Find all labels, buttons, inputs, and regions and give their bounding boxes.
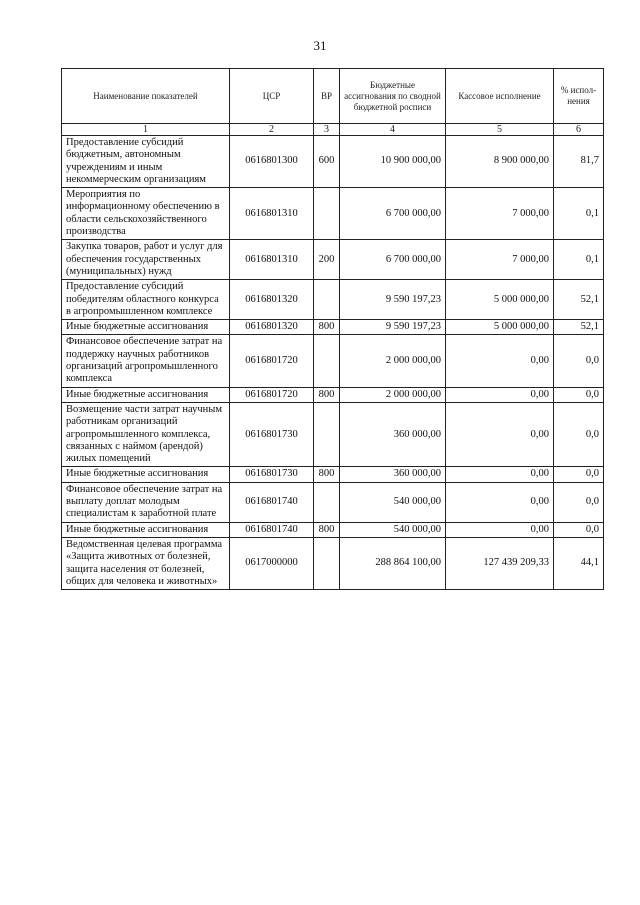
row-csr: 0616801310 — [230, 240, 314, 280]
col-number: 4 — [340, 124, 446, 136]
row-budget: 540 000,00 — [340, 522, 446, 537]
row-cash: 5 000 000,00 — [446, 280, 554, 320]
row-name: Финансовое обеспечение затрат на поддержку научных работников организаций агропромышленного комплекса — [62, 335, 230, 387]
row-cash: 5 000 000,00 — [446, 320, 554, 335]
row-vr: 800 — [314, 522, 340, 537]
row-percent: 0,1 — [554, 240, 604, 280]
row-csr: 0616801310 — [230, 188, 314, 240]
row-name: Предоставление субсидий бюджетным, автономным учреждениям и иным некоммерческим организациям — [62, 136, 230, 188]
row-cash: 0,00 — [446, 402, 554, 466]
col-header-cash: Кассовое исполнение — [446, 69, 554, 124]
row-name: Мероприятия по информационному обеспечению в области сельскохозяйственного производства — [62, 188, 230, 240]
row-csr: 0616801740 — [230, 482, 314, 522]
row-cash: 127 439 209,33 — [446, 537, 554, 589]
row-cash: 8 900 000,00 — [446, 136, 554, 188]
column-number-row — [62, 124, 604, 136]
row-name: Иные бюджетные ассигнования — [62, 467, 230, 482]
table-row — [62, 482, 604, 522]
row-budget: 288 864 100,00 — [340, 537, 446, 589]
row-cash: 0,00 — [446, 522, 554, 537]
row-budget: 360 000,00 — [340, 467, 446, 482]
row-percent: 44,1 — [554, 537, 604, 589]
row-vr — [314, 280, 340, 320]
row-csr: 0616801720 — [230, 335, 314, 387]
row-budget: 6 700 000,00 — [340, 240, 446, 280]
row-csr: 0616801320 — [230, 320, 314, 335]
col-header-budget: Бюджетные ассигнования по сводной бюджетной росписи — [340, 69, 446, 124]
table-row — [62, 188, 604, 240]
row-budget: 9 590 197,23 — [340, 320, 446, 335]
table-row — [62, 136, 604, 188]
row-percent: 0,0 — [554, 387, 604, 402]
row-csr: 0617000000 — [230, 537, 314, 589]
row-csr: 0616801720 — [230, 387, 314, 402]
row-name: Закупка товаров, работ и услуг для обеспечения государственных (муниципальных) нужд — [62, 240, 230, 280]
row-csr: 0616801730 — [230, 402, 314, 466]
header-row — [62, 69, 604, 124]
col-number: 1 — [62, 124, 230, 136]
row-budget: 9 590 197,23 — [340, 280, 446, 320]
row-vr — [314, 482, 340, 522]
row-name: Иные бюджетные ассигнования — [62, 522, 230, 537]
row-csr: 0616801320 — [230, 280, 314, 320]
row-name: Предоставление субсидий победителям областного конкурса в агропромышленном комплексе — [62, 280, 230, 320]
row-cash: 0,00 — [446, 482, 554, 522]
col-header-percent: % испол-нения — [554, 69, 604, 124]
row-cash: 0,00 — [446, 335, 554, 387]
row-budget: 6 700 000,00 — [340, 188, 446, 240]
row-vr — [314, 537, 340, 589]
row-percent: 0,0 — [554, 467, 604, 482]
row-percent: 0,0 — [554, 482, 604, 522]
col-header-vr: ВР — [314, 69, 340, 124]
row-percent: 52,1 — [554, 280, 604, 320]
row-percent: 81,7 — [554, 136, 604, 188]
row-vr: 800 — [314, 467, 340, 482]
table-row — [62, 240, 604, 280]
row-name: Возмещение части затрат научным работникам организаций агропромышленного комплекса, связанных с наймом (арендой) жилых помещений — [62, 402, 230, 466]
table-row — [62, 387, 604, 402]
row-csr: 0616801740 — [230, 522, 314, 537]
row-budget: 10 900 000,00 — [340, 136, 446, 188]
row-percent: 0,0 — [554, 402, 604, 466]
row-csr: 0616801300 — [230, 136, 314, 188]
row-csr: 0616801730 — [230, 467, 314, 482]
row-vr: 800 — [314, 387, 340, 402]
row-vr — [314, 402, 340, 466]
row-cash: 0,00 — [446, 387, 554, 402]
row-budget: 360 000,00 — [340, 402, 446, 466]
row-name: Иные бюджетные ассигнования — [62, 320, 230, 335]
budget-execution-table — [61, 68, 604, 590]
row-percent: 0,1 — [554, 188, 604, 240]
col-number: 5 — [446, 124, 554, 136]
col-number: 3 — [314, 124, 340, 136]
table-row — [62, 467, 604, 482]
row-name: Финансовое обеспечение затрат на выплату доплат молодым специалистам к заработной плате — [62, 482, 230, 522]
row-name: Иные бюджетные ассигнования — [62, 387, 230, 402]
row-vr — [314, 188, 340, 240]
row-name: Ведомственная целевая программа «Защита животных от болезней, защита населения от болезней, общих для человека и животных» — [62, 537, 230, 589]
row-cash: 0,00 — [446, 467, 554, 482]
row-vr: 200 — [314, 240, 340, 280]
row-percent: 0,0 — [554, 522, 604, 537]
table-row — [62, 537, 604, 589]
row-cash: 7 000,00 — [446, 188, 554, 240]
row-vr: 800 — [314, 320, 340, 335]
col-header-name: Наименование показателей — [62, 69, 230, 124]
row-percent: 0,0 — [554, 335, 604, 387]
table-row — [62, 320, 604, 335]
col-header-csr: ЦСР — [230, 69, 314, 124]
row-vr: 600 — [314, 136, 340, 188]
row-percent: 52,1 — [554, 320, 604, 335]
table-row — [62, 280, 604, 320]
row-budget: 2 000 000,00 — [340, 387, 446, 402]
col-number: 6 — [554, 124, 604, 136]
row-vr — [314, 335, 340, 387]
page-number: 31 — [313, 38, 327, 53]
table-row — [62, 402, 604, 466]
col-number: 2 — [230, 124, 314, 136]
table-row — [62, 522, 604, 537]
table-row — [62, 335, 604, 387]
row-budget: 540 000,00 — [340, 482, 446, 522]
row-cash: 7 000,00 — [446, 240, 554, 280]
row-budget: 2 000 000,00 — [340, 335, 446, 387]
